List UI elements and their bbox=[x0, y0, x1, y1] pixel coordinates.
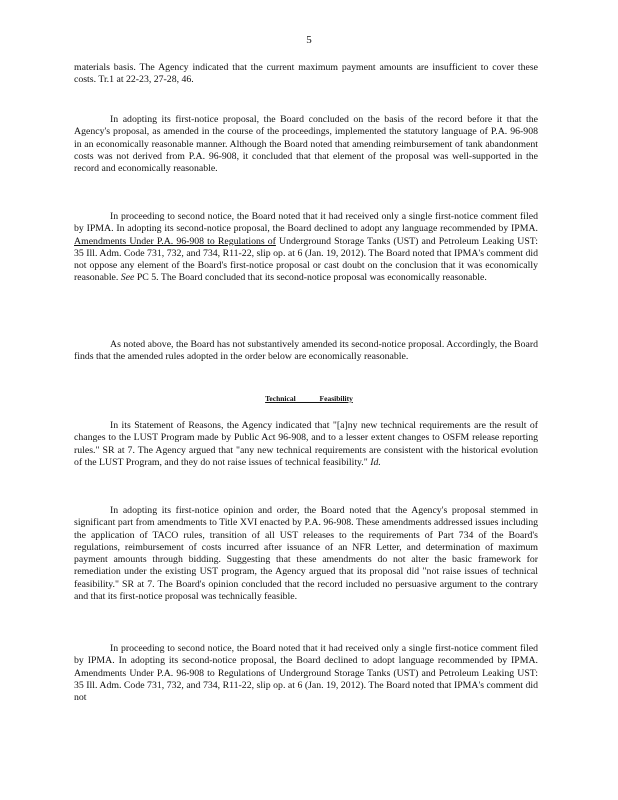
page-number: 5 bbox=[306, 34, 312, 46]
paragraph-text: Underground Storage Tanks (UST) and Petroleum Leaking UST: 35 Ill. Adm. Code 731, 732, and 734, R11-22, slip op. at 6 (Jan. 19, 2012). The Board noted that IPMA's comment did not oppose any element of the Board's first-notice proposal or cast doubt on the conclusion that it was economically reasonable. bbox=[74, 235, 538, 284]
paragraph-first-notice: In adopting its first-notice proposal, the Board concluded on the basis of the record before it that the Agency's proposal, as amended in the course of the proceedings, implemented the statutory language of P.A. 96-908 in an economically reasonable manner. Although the Board noted that amending reimbursement of tank abandonment costs was not derived from P.A. 96-908, it concluded that that element of the proposal was well-supported in the record and economically reasonable. bbox=[74, 114, 538, 175]
paragraph-second-notice bbox=[74, 211, 538, 285]
citation-signal: See bbox=[120, 272, 135, 284]
paragraph-finding: As noted above, the Board has not substantively amended its second-notice proposal. Accordingly, the Board finds that the amended rules adopted in the order below are economically reasonable. bbox=[74, 339, 538, 363]
section-heading: Technical Feasibility bbox=[265, 394, 353, 403]
paragraph-text: In proceeding to second notice, the Board noted that it had received only a single first-notice comment filed by IPMA. In adopting its second-notice proposal, the Board declined to adopt any language recommended by IPMA. bbox=[74, 211, 538, 235]
citation-underlined: Amendments Under P.A. 96-908 to Regulations of bbox=[74, 235, 276, 247]
paragraph-first-notice-opinion: In adopting its first-notice opinion and order, the Board noted that the Agency's proposal stemmed in significant part from amendments to Title XVI enacted by P.A. 96-908. These amendments addressed issues including the application of TACO rules, transition of all UST releases to the requirements of Part 734 of the Board's regulations, reimbursement of costs incurred after issuance of an NFR Letter, and determination of maximum payment amounts through bidding. Suggesting that these amendments do not alter the basic framework for remediation under the existing UST program, the Agency argued that its proposal did "not raise issues of technical feasibility." SR at 7. The Board's opinion concluded that the record included no persuasive argument to the contrary and that its first-notice proposal was technically feasible. bbox=[74, 505, 538, 603]
paragraph-text: In its Statement of Reasons, the Agency indicated that "[a]ny new technical requirements are the result of changes to the LUST Program made by Public Act 96-908, and to a lesser extent changes to OSFM release reporting rules." SR at 7. The Agency argued that "any new technical requirements are consistent with the historical evolution of the LUST Program, and they do not raise issues of technical feasibility." bbox=[74, 420, 538, 468]
citation-id: Id. bbox=[370, 456, 381, 468]
paragraph-second-notice-technical: In proceeding to second notice, the Board noted that it had received only a single first-notice comment filed by IPMA. In adopting its second-notice proposal, the Board declined to adopt language recommended by IPMA. Amendments Under P.A. 96-908 to Regulations of Underground Storage Tanks (UST) and Petroleum Leaking UST: 35 Ill. Adm. Code 731, 732, and 734, R11-22, slip op. at 6 (Jan. 19, 2012). The Board noted that IPMA's comment did not bbox=[74, 643, 538, 704]
paragraph-text: PC 5. The Board concluded that its second-notice proposal was economically reasonable. bbox=[134, 272, 487, 284]
paragraph-statement-of-reasons bbox=[74, 420, 538, 469]
paragraph-continuation: materials basis. The Agency indicated that the current maximum payment amounts are insufficient to cover these costs. Tr.1 at 22-23, 27-28, 46. bbox=[74, 62, 538, 86]
